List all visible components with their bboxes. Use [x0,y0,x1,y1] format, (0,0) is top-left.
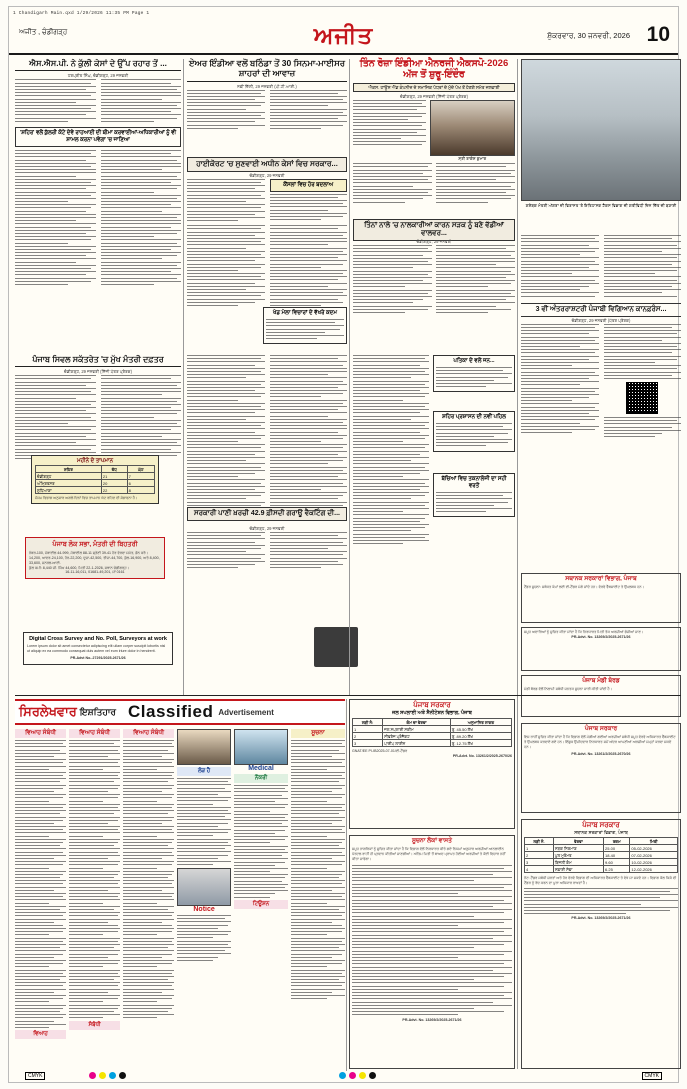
govt-ad-forest [521,675,681,717]
classified-col-2-body [69,740,120,1018]
temp-cell: ਲੁਧਿਆਣਾ [36,487,102,494]
temp-cell: 6 [127,480,154,487]
tender-cell: 2 [353,733,383,740]
cmyk-label-right [642,1072,662,1080]
g2-cell: 05-02-2026 [630,845,678,852]
govt-right-table-box [521,819,681,1069]
cmyk-text: CMYK [642,1072,662,1080]
story-8-box [187,507,347,521]
story-4-body-a [15,375,96,461]
story-13-body [436,423,512,446]
classified-col-1-body [15,740,66,1028]
govt-notice-lines [352,865,512,1016]
govt-right-table-pr: PR-Advt. No. 13269/2/2025-2671/26 [571,916,631,921]
story-7-body-a [521,324,599,440]
page-number: 10 [646,23,670,46]
classified-col-6 [291,729,345,1069]
alert-body-2: 14,200, ਆਦਰ-24,100, ਹੋਰ-22,200, ਦੂਜਾ-42,500, ਤੀਜਾ-44,700, ਕੁੱਲ-16,900, ਅਤੇ 8,400, 33,600, ਜਨਰਲ-ਆਈ. [29,555,160,565]
temp-cell: 8 [127,487,154,494]
govt-right-notice [521,723,681,813]
story-8-body-b [270,532,348,570]
temp-cell: 22 [101,487,127,494]
classified-col-2 [69,729,120,1069]
dot-magenta [89,1072,96,1079]
story-1-byline: ਹਰਪ੍ਰੀਤ ਸਿੰਘ, ਚੰਡੀਗੜ੍ਹ, 29 ਜਨਵਰੀ [67,73,129,79]
g2-col-desc: ਵੇਰਵਾ [553,838,603,845]
story-3-body-d [436,163,515,204]
story-6-continued [353,355,429,544]
dot-yellow [99,1072,106,1079]
story-8-body-wrap [187,525,347,570]
story-block-5 [187,157,347,308]
alert-title: ਪੰਜਾਬ ਲੋਕ ਸਭਾ, ਮੰਤਰੀ ਦੀ ਬਿਹਤਰੀ [52,541,138,548]
tender-cell: 1 [353,726,383,733]
classified-col-4-body2 [177,915,231,961]
classified-col-6-body [291,740,345,999]
notice-word: Notice [193,906,215,914]
classified-photo-notice [177,868,231,906]
classified-col-3-head: ਵਿਆਹ ਸੰਬੰਧੀ [123,729,174,738]
g2-cell: 18.40 [604,852,630,859]
color-dots-left [89,1072,126,1079]
dot-cyan [339,1072,346,1079]
story-2-headline: ਏਅਰ ਇੰਡੀਆ ਵਲੋਂ ਬਠਿੰਡਾ ਤੋਂ 30 ਸਿਨਮਾ-ਮਾਈਸਰ ਸ਼ਾਹਰਾਂ ਦੀ ਆਵਾਜ਼ [188,58,346,78]
tender-col-cost: ਅਨੁਮਾਨਿਤ ਲਾਗਤ [450,719,511,726]
story-6-body-b [436,245,515,315]
g2-cell: ਪੁਲ ਮੁਰੰਮਤ [553,852,603,859]
temp-col-min: ਘੱਟ [127,466,154,473]
classified-col-1 [15,729,66,1069]
story-8-body-a [187,532,265,570]
photo-block-right [521,59,681,208]
tender-cell: ਸੀਵਰੇਜ ਪ੍ਰੋਜੈਕਟ [383,733,451,740]
govt-right-table [524,837,678,873]
govt-right-body: ਇਸ ਰਾਹੀਂ ਸੂਚਿਤ ਕੀਤਾ ਜਾਂਦਾ ਹੈ ਕਿ ਵਿਭਾਗ ਵੱਲੋਂ ਮੰਗੀਆਂ ਗਈਆਂ ਅਰਜ਼ੀਆਂ ਸਬੰਧੀ ਸਮੂਹ ਵੇਰਵੇ ਅਧਿਕਾਰਤ ਵੈੱਬਸਾਈਟ ਤੇ ਉਪਲਬਧ ਕਰਵਾਏ ਗਏ ਹਨ। ਇੱਛੁਕ ਉਮੀਦਵਾਰ ਨਿਰਧਾਰਤ ਸਮੇਂ ਅੰਦਰ ਆਪਣੀਆਂ ਅਰਜ਼ੀਆਂ ਜਮ੍ਹਾਂ ਕਰਵਾ ਸਕਦੇ ਹਨ। [524,735,676,749]
classified-left-sub: ਇਸ਼ਤਿਹਾਰ [79,706,117,717]
story-4-body-b [101,375,182,461]
classified-col-5-body [234,785,288,898]
govt-right-table-note: ਨੋਟ: ਟੈਂਡਰ ਸਬੰਧੀ ਸ਼ਰਤਾਂ ਅਤੇ ਹੋਰ ਵੇਰਵੇ ਵਿਭਾਗ ਦੀ ਅਧਿਕਾਰਤ ਵੈੱਬਸਾਈਟ ਤੇ ਵੇਖੇ ਜਾ ਸਕਦੇ ਹਨ। ਵਿਭਾਗ ਕੋਲ ਕਿਸੇ ਵੀ ਟੈਂਡਰ ਨੂੰ ਰੱਦ ਕਰਨ ਦਾ ਪੂਰਾ ਅਧਿਕਾਰ ਰਾਖਵਾਂ ਹੈ। [524,876,677,885]
temp-col-city: ਸ਼ਹਿਰ [36,466,102,473]
masthead [9,19,678,55]
print-strip: 1 Chandigarh Main.qxd 1/29/2026 11:35 PM Page 1 [13,10,150,16]
tender-cell: ਪਾਈਪ ਲਾਈਨ [383,740,451,747]
g2-cell: ਸਫ਼ਾਈ ਸੇਵਾ [553,866,603,873]
table-row [36,473,155,480]
story-2-body-b [270,90,348,131]
story-3-byline: ਚੰਡੀਗੜ੍ਹ, 29 ਜਨਵਰੀ (ਨਿੱਜੀ ਪੱਤਰ ਪ੍ਰੇਰਕ) [400,93,468,99]
govt-ad-forest-title: ਪੰਜਾਬ ਮੰਡੀ ਬੋਰਡ [582,678,620,684]
story-9-body [436,492,512,512]
story-4b-body-b [270,355,348,514]
tender-dept: ਜਲ ਸਪਲਾਈ ਅਤੇ ਸੈਨੀਟੇਸ਼ਨ ਵਿਭਾਗ, ਪੰਜਾਬ [392,710,472,716]
story-6-headline: ਤਿੰਨਾਂ ਨਾਲੇ 'ਚ ਨਾਲਕਾਰੀਆਂ ਕਾਰਨ ਸੜਕ ਨੂੰ ਬਣੇ ਵੱਡੀਆਂ ਵਾਲਵਰ... [364,222,504,238]
cmyk-text: CMYK [25,1072,45,1080]
cmyk-label-left [25,1072,45,1080]
story-1-headline: ਐਸ.ਐਸ.ਪੀ. ਨੇ ਕੁੱਲੀ ਕੇਸਾਂ ਦੇ ਉੱਪ ਰਹਾਰ ਤੋਂ ... [29,59,167,68]
table-row [353,733,512,740]
story-block-3 [353,59,515,205]
story-1-body-d [101,150,182,287]
g2-col-amt: ਰਕਮ [604,838,630,845]
govt-ad-title: ਸਥਾਨਕ ਸਰਕਾਰਾਂ ਵਿਭਾਗ, ਪੰਜਾਬ [565,576,637,582]
story-2-byline: ਨਵੀਂ ਦਿੱਲੀ, 29 ਜਨਵਰੀ (ਪੀ.ਟੀ.ਆਈ.) [237,83,297,89]
classified-main-sub: Advertisement [218,707,274,717]
right-body-a [521,235,599,299]
g2-cell: 4 [525,866,554,873]
govt-right-table-dept: ਸਥਾਨਕ ਸਰਕਾਰਾਂ ਵਿਭਾਗ, ਪੰਜਾਬ [574,830,628,835]
classified-col-5-head: ਨੌਕਰੀ [234,774,288,783]
tender-col-sr: ਲੜੀ ਨੰ: [353,719,383,726]
temperature-box [31,455,159,504]
tender-gnat: GNAT/EE PI-IB2025-07-01/ਈ-ਟੈਂਡਰ [352,749,408,753]
punjab-govt-title: ਪੰਜਾਬ ਸਰਕਾਰ [413,702,451,709]
color-dots-mid [339,1072,376,1079]
story-3-headline: ਤਿੰਨ ਰੋਜ਼ਾ ਇੰਡੀਆ ਐਨਰਜੀ ਐਕਸਪੋ-2026 ਅੱਜ ਤੋਂ ਸ਼ੁਰੂ-ਇੰਦੌਰ [359,58,509,80]
table-row [525,866,678,873]
masthead-date: ਸ਼ੁੱਕਰਵਾਰ, 30 ਜਨਵਰੀ, 2026 [547,31,630,40]
digital-pr-line: PR-Advt No.-27291/2025-2671/26 [70,655,126,660]
story-7-byline: ਚੰਡੀਗੜ੍ਹ, 29 ਜਨਵਰੀ (ਪੱਤਰ ਪ੍ਰੇਰਕ) [571,317,631,323]
classified-col-2-head: ਵਿਆਹ ਸੰਬੰਧੀ [69,729,120,738]
tender-cell: ਰੁ. 45.50 ਲੱਖ [450,726,511,733]
alert-body: ਨੰਬਰ-100, ਮੋਬਾਈਲ 44-999, ਮੋਬਾਈਲ 88-11 ਸ਼੍ਰੇਣੀ 39-41 ਹੋਰ ਵੇਰਵਾ ਸਮੇਤ, ਫ਼ੋਨ ਕਰੋ। [29,551,148,555]
g2-cell: 2 [525,852,554,859]
alert-box [25,537,165,579]
classified-col-4-head: ਲੋੜ ਹੈ [177,767,231,776]
classified-grid [15,729,345,1069]
story-9-box [433,473,515,517]
g2-cell: 12-02-2026 [630,866,678,873]
temp-cell: 7 [127,473,154,480]
story-11-body [270,194,348,221]
story-9-headline: ਬੱਚਿਆਂ ਵਿਚ ਤਕਨਾਲੋਜੀ ਦਾ ਸਹੀ ਵਰਤੋਂ [441,476,507,489]
story-10-box [433,355,515,392]
classified-photo-chair [177,729,231,765]
story-8-byline: ਚੰਡੀਗੜ੍ਹ, 29 ਜਨਵਰੀ [249,526,285,531]
g2-cell: 9.60 [604,859,630,866]
g2-cell: 1 [525,845,554,852]
story-4b-body-a [187,355,265,514]
govt-notice-pr: PR-Advt. No. 13269/2/2025-2671/26 [402,1018,462,1023]
story-12-body [266,319,344,339]
masthead-logo: ਅਜੀਤ [313,22,374,48]
story-12-box [263,307,347,344]
story-block-4 [15,355,181,461]
temp-col-max: ਵੱਧ [101,466,127,473]
table-row [525,852,678,859]
medical-word: Medical [248,765,274,772]
govt-ad-pr-2 [521,627,681,671]
story-2-body-a [187,90,265,131]
govt-ad-2-body: ਸਮੂਹ ਅਦਾਰਿਆਂ ਨੂੰ ਸੂਚਿਤ ਕੀਤਾ ਜਾਂਦਾ ਹੈ ਕਿ ਨਿਰਧਾਰਤ ਮਿਤੀ ਤੱਕ ਅਰਜ਼ੀਆਂ ਭੇਜੀਆਂ ਜਾਣ। [524,630,644,634]
dot-magenta [349,1072,356,1079]
story-4-byline: ਚੰਡੀਗੜ੍ਹ, 29 ਜਨਵਰੀ (ਨਿੱਜੀ ਪੱਤਰ ਪ੍ਰੇਰਕ) [64,369,132,375]
g2-cell: 07-02-2026 [630,852,678,859]
tender-cell: ਜਲ ਸਪਲਾਈ ਸਕੀਮ [383,726,451,733]
table-row [353,740,512,747]
g2-cell: ਸੜਕ ਨਿਰਮਾਣ [553,845,603,852]
classified-tag-3: ਟਿਊਸ਼ਨ [234,900,288,909]
story-1-body-c [15,150,96,287]
temp-cell: 21 [101,473,127,480]
temp-cell: 20 [101,480,127,487]
tender-pr: PR-Advt. No. 13261/2/2025-2670/26 [452,753,512,758]
govt-right-title: ਪੰਜਾਬ ਸਰਕਾਰ [584,726,618,732]
classified-col-3-body [123,740,174,1018]
classified-banner [15,699,345,725]
dot-black [119,1072,126,1079]
govt-right-lines [524,888,678,915]
classified-main-title: Classified [128,702,214,721]
story-1-pullquote: 'ਸ਼ਹਿਰ' ਵਲੋਂ ਕੁੱਲਰੀ ਕੋਟੇ ਦੇਵੇ ਰਾਹਆਈ ਦੀ ਬੀਮਾ ਕਰਵਾਈਆਂ-ਅਧਿਕਾਰੀਆਂ ਨੂੰ ਵੀ ਸ਼ਾਮਲ ਕਰਨਾ ਪਵੇਗਾ 'ਚ ਜਾਣਿਆ [15,127,181,147]
table-row [353,726,512,733]
story-8-headline: ਸਰਕਾਰੀ ਪਾਣੀ ਖ਼ਰਚੀ 42.9 ਫ਼ੀਸਦੀ ਗਰਾਊ ਵੈਕਟਿੰਗ ਦੀ... [194,510,340,517]
car-photo [521,59,681,201]
govt-right-pr: PR-Advt. No. 13261/2/2025-2670/26 [571,751,631,756]
story-3-subhead: ਐਕਸ. ਹਾਊਸ ਐਂਡ ਕੰਪਨੀਜ਼ ਦੇ ਸਮਾਜਿਕ ਪੱਧਰਾਂ ਦੇ ਮੁੱਦੇ ਪੱਖ ਤੋਂ ਹੋਣਗੇ ਸਮੇਤ ਜਲਵਾਈ [368,84,500,90]
classified-col-5 [234,729,288,1069]
temperature-table [35,465,155,494]
classified-col-4 [177,729,231,1069]
govt-notice-body: ਸਮੂਹ ਨਾਗਰਿਕਾਂ ਨੂੰ ਸੂਚਿਤ ਕੀਤਾ ਜਾਂਦਾ ਹੈ ਕਿ ਵਿਭਾਗ ਵੱਲੋਂ ਨਿਰਧਾਰਤ ਕੀਤੇ ਗਏ ਨਿਯਮਾਂ ਅਨੁਸਾਰ ਅਰਜ਼ੀਆਂ ਆਨਲਾਈਨ ਪੋਰਟਲ ਰਾਹੀਂ ਹੀ ਪ੍ਰਵਾਨ ਕੀਤੀਆਂ ਜਾਣਗੀਆਂ। ਅੰਤਿਮ ਮਿਤੀ ਤੋਂ ਬਾਅਦ ਪ੍ਰਾਪਤ ਹੋਈਆਂ ਅਰਜ਼ੀਆਂ ਤੇ ਕੋਈ ਵਿਚਾਰ ਨਹੀਂ ਕੀਤਾ ਜਾਵੇਗਾ। [352,847,506,861]
table-row [36,487,155,494]
story-6-body-a [353,245,432,315]
qr-code [626,382,658,414]
story-10-body [436,367,512,387]
dot-yellow [359,1072,366,1079]
story-4-headline: ਪੰਜਾਬ ਸਿਵਲ ਸਕੱਤਰੇਤ 'ਚ ਮੁੱਖ ਮੰਤਰੀ ਦਫ਼ਤਰ [32,355,164,364]
story-block-1 [15,59,181,287]
digital-survey-box [23,632,173,665]
g2-cell: 3 [525,859,554,866]
classified-col-6-head: ਸੂਚਨਾ [291,729,345,738]
story-5-body-c [187,225,265,308]
classified-col-1-head: ਵਿਆਹ ਸੰਬੰਧੀ [15,729,66,738]
classified-col-3 [123,729,174,1069]
story-3-body-c [353,163,432,204]
story-13-headline: ਸ਼ਹਿਰ ਪ੍ਰਸ਼ਾਸਨ ਦੀ ਨਵੀਂ ਪਹਿਲ [442,414,506,420]
g2-col-date: ਮਿਤੀ [630,838,678,845]
tender-table [352,718,512,747]
govt-tender-box [349,699,515,829]
tender-col-desc: ਕੰਮ ਦਾ ਵੇਰਵਾ [383,719,451,726]
table-row [525,845,678,852]
dot-black [369,1072,376,1079]
story-6-body-wrap [353,238,515,315]
masthead-edition: ਅਜੀਤ , ਚੰਡੀਗੜ੍ਹ [19,29,68,36]
classified-col-4-body [177,778,231,865]
story-5-headline: ਹਾਈਕੋਰਟ 'ਚ ਸੁਣਵਾਈ ਅਧੀਨ ਕੇਸਾਂ ਵਿਚ ਸਰਕਾਰ... [196,159,338,168]
govt-ad-forest-body: ਮੰਡੀ ਬੋਰਡ ਵੱਲੋਂ ਨਿਲਾਮੀ ਸਬੰਧੀ ਜਨਤਕ ਸੂਚਨਾ ਜਾਰੀ ਕੀਤੀ ਜਾਂਦੀ ਹੈ। [524,687,613,691]
table-row [36,480,155,487]
govt-ad-local-body [521,573,681,623]
paper-sheet [8,6,679,1083]
story-3-body-a [353,100,426,161]
classified-photo-medical [234,729,288,765]
story-7-wrap [521,235,681,439]
table-row [525,859,678,866]
classified-left-title: ਸਿਰਲੇਖਵਾਰ [19,704,77,719]
story-5-body-a [187,179,265,224]
story-1-body-b [101,79,182,124]
portrait-photo [430,100,515,156]
g2-cell: 10-02-2026 [630,859,678,866]
tender-cell: ਰੁ. 89.20 ਲੱਖ [450,733,511,740]
portrait-caption: ਸ਼੍ਰੀ ਰਾਕੇਸ਼ ਕੁਮਾਰ [458,155,487,161]
temperature-note: ਮੌਸਮ ਵਿਭਾਗ ਅਨੁਸਾਰ ਅਗਲੇ ਦਿਨਾਂ ਵਿਚ ਤਾਪਮਾਨ ਘੱਟ ਰਹਿਣ ਦੀ ਸੰਭਾਵਨਾ ਹੈ। [35,496,138,500]
govt-ad-2-pr: PR-Advt. No. 13269/2/2025-2671/26 [571,634,631,639]
story-5-body-d [270,225,348,308]
digital-survey-title: Digital Cross Survey and No. Poll, Surveyors at work [29,636,167,642]
story-block-2 [187,59,347,131]
story-12-headline: ਖੇਡ ਮੇਲਾ ਵਿਚਾਰਾਂ ਦੇ ਵੱਖਰੇ ਕਦਮ [272,310,338,316]
story-1-body-a [15,79,96,124]
story-7-body-c [604,417,682,437]
story-10-headline: ਪਤਿਕਾ ਦੇ ਵਲੋਂ ਜਨ... [453,358,495,364]
govt-right-table-title: ਪੰਜਾਬ ਸਰਕਾਰ [582,822,620,829]
alert-body-3: ਕੁੱਲ ਕਮੀ: 8,440 ਜੀ. ਸਿੰਘ 44,600, ਮਿਤੀ 22-1-2026, ਸਥਾਨ ਚੰਡੀਗੜ੍ਹ। [29,565,129,570]
temp-cell: ਅੰਮ੍ਰਿਤਸਰ [36,480,102,487]
digital-survey-body: Lorem ipsum dolor sit amet consectetur adipiscing elit ullam corper suscipit lobortis nisl ut aliquip ex ea commodo consequat duis autem vel eum iriure dolor in hendrerit. [27,644,166,653]
story-6-byline: ਚੰਡੀਗੜ੍ਹ, 29 ਜਨਵਰੀ [416,239,452,244]
temperature-box-title: ਮਹੀਨੇ ਦੇ ਤਾਪਮਾਨ [76,458,114,464]
story-7-body-b [604,324,682,379]
govt-notice-box [349,835,515,1069]
story-7-headline: 3 ਵੀਂ ਅੰਤਰਰਾਸ਼ਟਰੀ ਪੰਜਾਬੀ ਵਿਗਿਆਨ ਕਾਨਫ਼ਰੰਸ... [521,303,681,317]
car-caption: ਗਏਬਕ ਮੰਤਰੀ ਅੱਗਰਾ ਦੀ ਵਿਰਾਸਤ 'ਤੇ ਇਤਿਹਾਸਕ ਟੈਕਸ ਵਿਭਾਗ ਦੀ ਗਤੀਵਿਧੀ ਦਿਨ ਦਿੱਤ ਦੀ ਬਣਾਈ [525,203,677,208]
right-body-b [604,235,682,299]
tender-cell: ਰੁ. 12.75 ਲੱਖ [450,740,511,747]
tender-cell: 3 [353,740,383,747]
story-11-headline: ਕੌਂਸਲਾਂ ਵਿਚ ਹੋਰ ਬਦਲਾਅ [283,181,334,188]
govt-notice-title: ਸੂਚਨਾ ਲੋਕਾਂ ਵਾਸਤੇ [412,838,452,844]
classified-tag-2: ਸੰਬੰਧੀ [69,1021,120,1030]
story-block-4b [187,355,347,514]
govt-ad-body: ਟੈਂਡਰ ਸੂਚਨਾ: ਸਬੰਧਤ ਕੰਮਾਂ ਲਈ ਈ-ਟੈਂਡਰ ਮੰਗੇ ਜਾਂਦੇ ਹਨ। ਵੇਰਵੇ ਵੈੱਬਸਾਈਟ ਤੇ ਉਪਲਬਧ ਹਨ। [524,585,644,589]
g2-col-sr: ਲੜੀ ਨੰ. [525,838,554,845]
color-bar [9,1068,678,1082]
avatar [314,627,358,667]
temp-cell: ਚੰਡੀਗੜ੍ਹ [36,473,102,480]
story-13-box [433,411,515,452]
classified-tag-1: ਵਿਆਹ [15,1030,66,1039]
alert-contact: 16-11-16,011, 01681-49,201, ਜਾਂ 0161 [65,570,125,575]
story-5-byline: ਚੰਡੀਗੜ੍ਹ, 29 ਜਨਵਰੀ [249,172,285,178]
g2-cell: ਬਿਜਲੀ ਕੰਮ [553,859,603,866]
g2-cell: 25.00 [604,845,630,852]
dot-cyan [109,1072,116,1079]
g2-cell: 6.25 [604,866,630,873]
